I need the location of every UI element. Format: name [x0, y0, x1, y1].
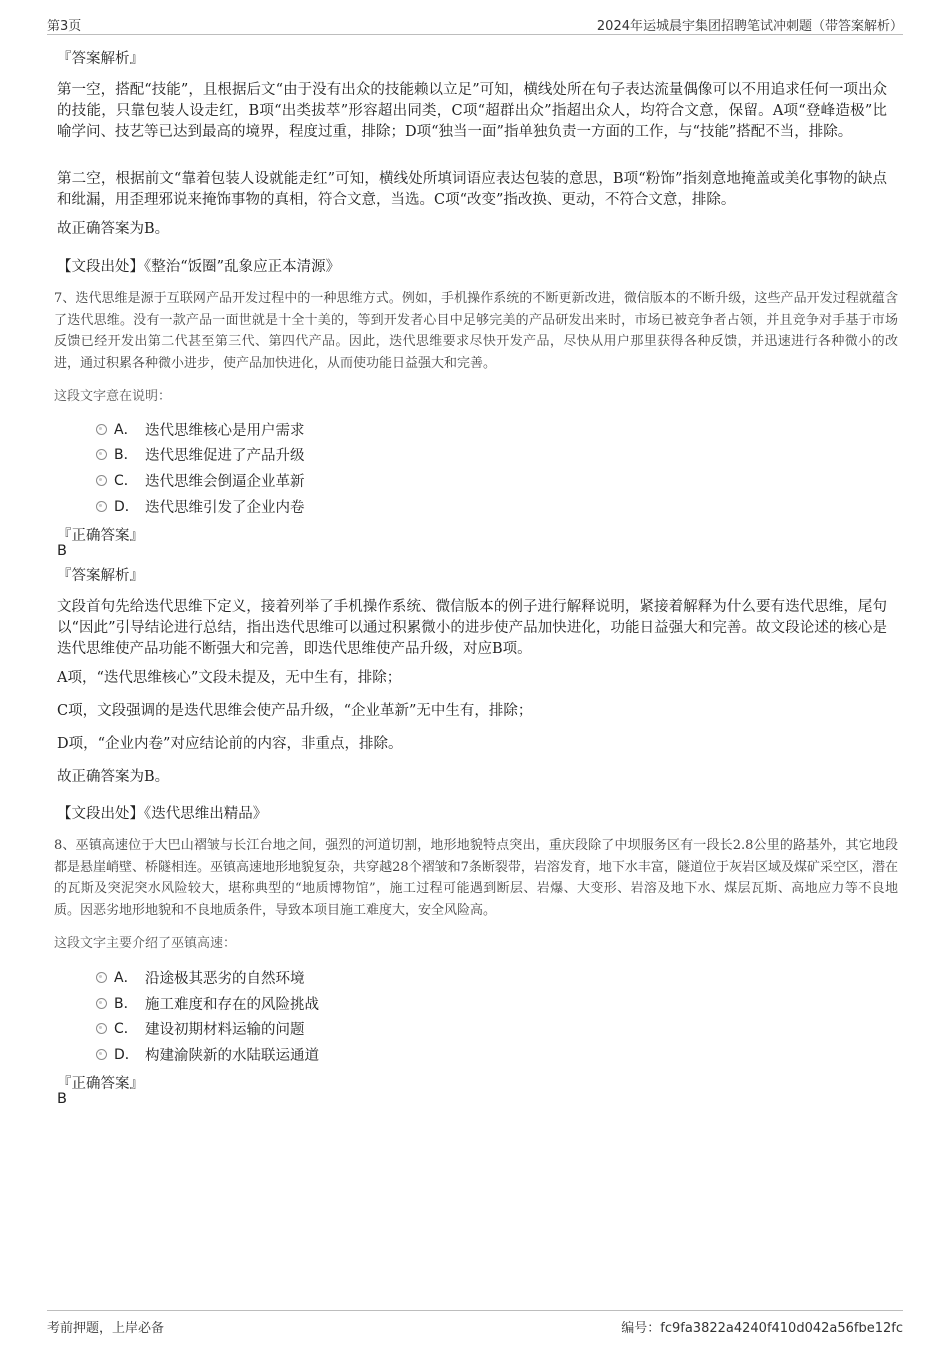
document-code-label: 编号： [621, 1321, 661, 1336]
option-text: 构建渝陕新的水陆联运通道 [145, 1048, 319, 1064]
analysis-paragraph: A项，“迭代思维核心”文段未提及，无中生有，排除； [57, 670, 402, 686]
option-text: 迭代思维会倒逼企业革新 [145, 474, 305, 490]
option-letter: A． [114, 422, 138, 438]
option-text: 沿途极其恶劣的自然环境 [145, 971, 305, 987]
question-8-text: 8、巫镇高速位于大巴山褶皱与长江台地之间，强烈的河道切割，地形地貌特点突出，重庆段除了中坝服务区有一段长2.8公里的路基外，其它地段都是悬崖峭壁、桥隧相连。巫镇高速地形地貌复杂，共穿越28个褶皱和7条断裂带，岩溶发育，地下水丰富，隧道位于灰岩区域及煤矿采空区，潜在的瓦斯及突泥突水风险较大，堪称典型的“地质博物馆”，施工过程可能遇到断层、岩爆、大变形、岩溶及地下水、煤层瓦斯、高地应力等不良地质。因恶劣地形地貌和不良地质条件，导致本项目施工难度大，安全风险高。 [54, 838, 898, 918]
page-footer [47, 1310, 903, 1341]
radio-icon[interactable] [96, 1049, 107, 1060]
radio-icon[interactable] [96, 1023, 107, 1034]
analysis-paragraph: 第二空，根据前文“靠着包装人设就能走红”可知，横线处所填词语应表达包装的意思，B项“粉饰”指刻意地掩盖或美化事物的缺点和纰漏，用歪理邪说来掩饰事物的真相，符合文意，当选。C项“改变”指改换、更动，不符合文意，排除。 [57, 171, 887, 208]
radio-icon[interactable] [96, 998, 107, 1009]
question-8-prompt: 这段文字主要介绍了巫镇高速： [54, 936, 237, 951]
analysis-conclusion: 故正确答案为B。 [57, 221, 170, 237]
analysis-label: 『答案解析』 [57, 51, 144, 67]
correct-answer: B [57, 1091, 67, 1107]
footer-slogan: 考前押题，上岸必备 [47, 1321, 165, 1336]
question-7-prompt: 这段文字意在说明： [54, 389, 172, 404]
option-letter: C． [114, 473, 138, 489]
radio-icon[interactable] [96, 424, 107, 435]
option-text: 施工难度和存在的风险挑战 [145, 997, 319, 1013]
radio-icon[interactable] [96, 972, 107, 983]
analysis-paragraph: D项，“企业内卷”对应结论前的内容，非重点，排除。 [57, 736, 403, 752]
option-text: 迭代思维引发了企业内卷 [145, 500, 305, 516]
radio-icon[interactable] [96, 449, 107, 460]
passage-source: 【文段出处】《迭代思维出精品》 [57, 806, 268, 822]
correct-answer-label: 『正确答案』 [57, 1076, 144, 1092]
option-letter: C． [114, 1021, 138, 1037]
option-letter: A． [114, 970, 138, 986]
analysis-paragraph: 文段首句先给迭代思维下定义，接着列举了手机操作系统、微信版本的例子进行解释说明，紧接着解释为什么要有迭代思维，尾句以“因此”引导结论进行总结，指出迭代思维可以通过积累微小的进步使产品加快进化，功能日益强大和完善。故文段论述的核心是迭代思维使产品功能不断强大和完善，即迭代思维使产品升级，对应B项。 [57, 599, 887, 657]
page-number: 第3页 [47, 19, 82, 34]
option-text: 建设初期材料运输的问题 [145, 1022, 305, 1038]
page-header [47, 12, 903, 35]
option-letter: B． [114, 447, 138, 463]
option-letter: D． [114, 1047, 139, 1063]
analysis-paragraph: C项，文段强调的是迭代思维会使产品升级，“企业革新”无中生有，排除； [57, 703, 533, 719]
option-text: 迭代思维核心是用户需求 [145, 423, 305, 439]
analysis-paragraph: 第一空，搭配“技能”，且根据后文“由于没有出众的技能赖以立足”可知，横线处所在句子表达流量偶像可以不用追求任何一项出众的技能，只靠包装人设走红，B项“出类拔萃”形容超出同类，C项“超群出众”指超出众人，均符合文意，保留。A项“登峰造极”比喻学问、技艺等已达到最高的境界，程度过重，排除；D项“独当一面”指单独负责一方面的工作，与“技能”搭配不当，排除。 [57, 82, 887, 140]
option-letter: D． [114, 499, 139, 515]
document-code [621, 1317, 903, 1336]
analysis-conclusion: 故正确答案为B。 [57, 769, 170, 785]
radio-icon[interactable] [96, 501, 107, 512]
correct-answer-label: 『正确答案』 [57, 528, 144, 544]
document-title: 2024年运城晨宇集团招聘笔试冲刺题（带答案解析） [596, 19, 903, 34]
analysis-label: 『答案解析』 [57, 568, 144, 584]
radio-icon[interactable] [96, 475, 107, 486]
option-text: 迭代思维促进了产品升级 [145, 448, 305, 464]
document-code-value: fc9fa3822a4240f410d042a56fbe12fc [660, 1321, 903, 1336]
correct-answer: B [57, 543, 67, 559]
option-letter: B． [114, 996, 138, 1012]
question-7-text: 7、迭代思维是源于互联网产品开发过程中的一种思维方式。例如，手机操作系统的不断更新改进，微信版本的不断升级，这些产品开发过程就蕴含了迭代思维。没有一款产品一面世就是十全十美的，等到开发者心目中足够完美的产品研发出来时，市场已被竞争者占领，并且竞争对手基于市场反馈已经开发出第二代甚至第三代、第四代产品。因此，迭代思维要求尽快开发产品，尽快从用户那里获得各种反馈，并迅速进行各种微小的改进，通过积累各种微小进步，使产品加快进化，从而使功能日益强大和完善。 [54, 291, 898, 371]
passage-source: 【文段出处】《整治“饭圈”乱象应正本清源》 [57, 259, 341, 275]
